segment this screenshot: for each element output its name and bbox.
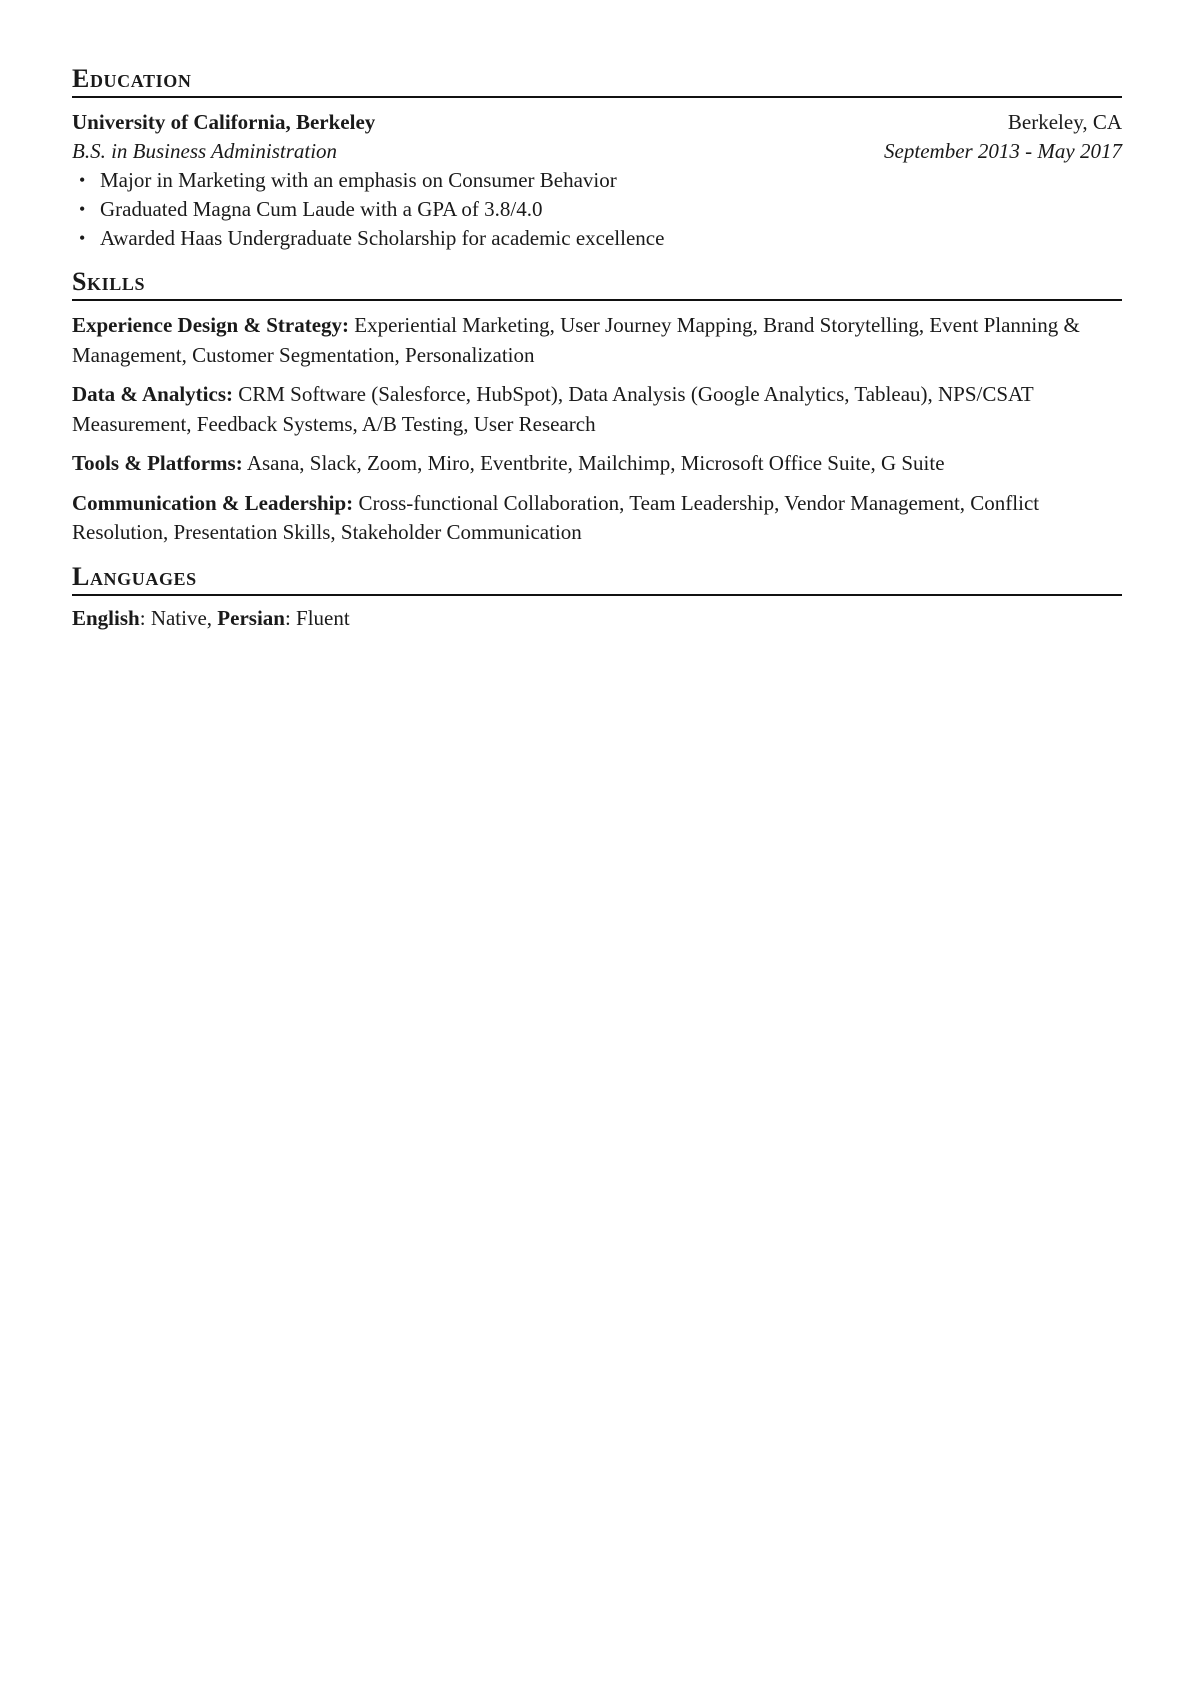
skill-category-items: Cross-functional Collaboration, Team Leadership, Vendor Management, Conflict Resolution, Presentation Skills, Stakeholder Communication [72, 490, 1040, 544]
skill-category-items: Asana, Slack, Zoom, Miro, Eventbrite, Mailchimp, Microsoft Office Suite, G Suite [246, 451, 945, 475]
skills-heading: Skills [72, 267, 1122, 301]
skill-category [72, 489, 1122, 548]
skill-category-label: Tools & Platforms: [72, 451, 243, 475]
language-separator: , [206, 605, 218, 630]
list-item [72, 166, 1122, 195]
skill-category [72, 449, 1122, 479]
skill-category-label: Experience Design & Strategy: [72, 313, 350, 337]
language-level: Native [150, 605, 207, 630]
degree-name: B.S. in Business Administration [72, 139, 338, 163]
education-section [72, 64, 1122, 253]
education-header-row [72, 108, 1122, 137]
language-name: English [72, 605, 140, 630]
bullet-icon: • [79, 170, 86, 190]
education-degree-row [72, 137, 1122, 166]
skills-list [72, 311, 1122, 548]
education-entry [72, 108, 1122, 253]
institution-name: University of California, Berkeley [72, 110, 376, 134]
skill-category-label: Communication & Leadership: [72, 490, 354, 515]
bullet-icon: • [79, 228, 86, 248]
list-item [72, 224, 1122, 253]
languages-line: English: Native, Persian: Fluent [72, 605, 350, 630]
list-item [72, 195, 1122, 224]
languages-heading: Languages [72, 562, 1122, 596]
bullet-text: Graduated Magna Cum Laude with a GPA of 3.8/4.0 [100, 197, 543, 221]
language-name: Persian [217, 605, 285, 630]
institution-location: Berkeley, CA [1007, 110, 1122, 134]
bullet-text: Awarded Haas Undergraduate Scholarship for academic excellence [100, 226, 665, 250]
bullet-icon: • [79, 199, 86, 219]
skill-category-label: Data & Analytics: [72, 382, 233, 406]
skill-category [72, 311, 1122, 370]
language-level: Fluent [296, 605, 350, 630]
education-heading: Education [72, 64, 1122, 98]
education-dates: September 2013 - May 2017 [884, 139, 1122, 163]
languages-section [72, 562, 1122, 633]
skill-category [72, 380, 1122, 439]
bullet-text: Major in Marketing with an emphasis on Consumer Behavior [100, 168, 617, 192]
skill-category-items: Experiential Marketing, User Journey Mapping, Brand Storytelling, Event Planning & Management, Customer Segmentation, Personalization [72, 313, 1080, 367]
resume-page [72, 64, 1122, 645]
education-bullets [72, 166, 1122, 253]
skills-section [72, 267, 1122, 548]
skill-category-items: CRM Software (Salesforce, HubSpot), Data Analysis (Google Analytics, Tableau), NPS/CSAT Measurement, Feedback Systems, A/B Testing, User Research [72, 382, 1034, 436]
